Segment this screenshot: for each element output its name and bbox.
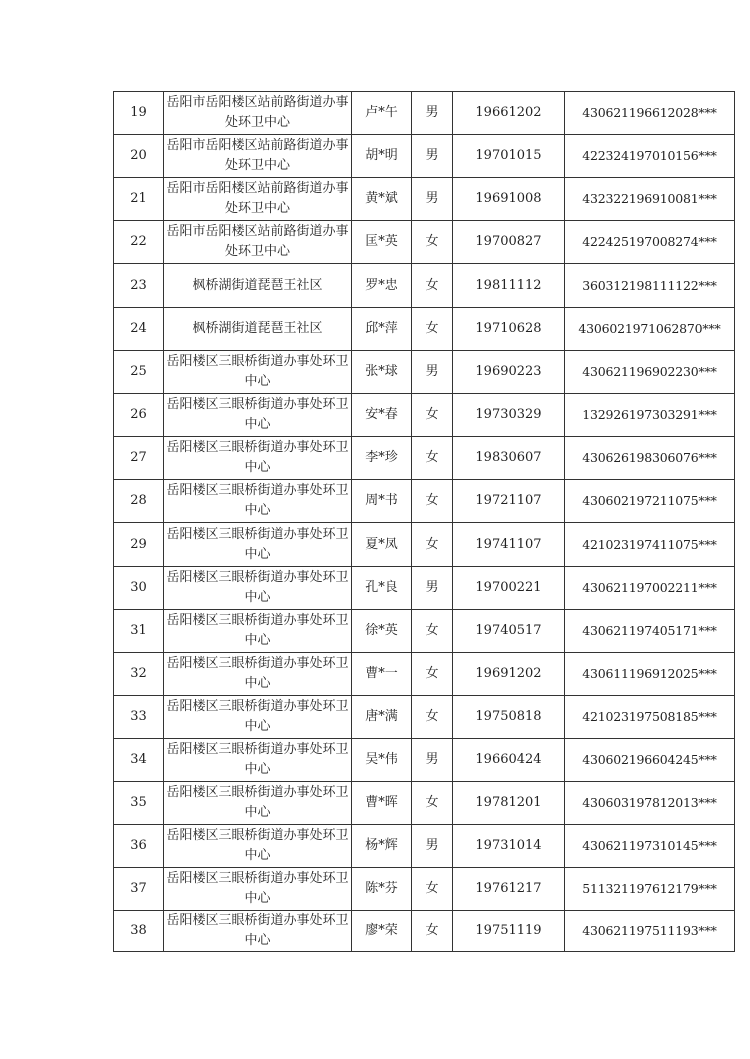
- person-name-cell: 吴*伟: [352, 739, 412, 782]
- row-number-cell: 36: [114, 825, 164, 868]
- work-unit-cell: 岳阳楼区三眼桥街道办事处环卫中心: [164, 825, 352, 868]
- row-number-cell: 32: [114, 653, 164, 696]
- gender-cell: 男: [412, 178, 453, 221]
- birth-date-cell: 19750818: [453, 696, 565, 739]
- table-row: [114, 782, 735, 825]
- work-unit-cell: 岳阳楼区三眼桥街道办事处环卫中心: [164, 653, 352, 696]
- id-number-cell: 430621197002211***: [565, 567, 735, 610]
- id-number-cell: 430602197211075***: [565, 480, 735, 523]
- work-unit-cell: 岳阳楼区三眼桥街道办事处环卫中心: [164, 567, 352, 610]
- gender-cell: 男: [412, 351, 453, 394]
- gender-cell: 女: [412, 610, 453, 653]
- id-number-cell: 430621196612028***: [565, 92, 735, 135]
- roster-table: [113, 91, 735, 952]
- table-row: [114, 696, 735, 739]
- work-unit-cell: 岳阳楼区三眼桥街道办事处环卫中心: [164, 394, 352, 437]
- person-name-cell: 徐*英: [352, 610, 412, 653]
- table-row: [114, 868, 735, 911]
- person-name-cell: 夏*凤: [352, 523, 412, 567]
- person-name-cell: 邱*萍: [352, 308, 412, 351]
- row-number-cell: 19: [114, 92, 164, 135]
- row-number-cell: 34: [114, 739, 164, 782]
- id-number-cell: 421023197411075***: [565, 523, 735, 567]
- table-row: [114, 437, 735, 480]
- person-name-cell: 廖*荣: [352, 911, 412, 952]
- gender-cell: 男: [412, 739, 453, 782]
- id-number-cell: 422324197010156***: [565, 135, 735, 178]
- work-unit-cell: 枫桥湖街道琵琶王社区: [164, 308, 352, 351]
- gender-cell: 男: [412, 92, 453, 135]
- work-unit-cell: 岳阳市岳阳楼区站前路街道办事处环卫中心: [164, 178, 352, 221]
- row-number-cell: 27: [114, 437, 164, 480]
- table-row: [114, 264, 735, 308]
- person-name-cell: 杨*辉: [352, 825, 412, 868]
- row-number-cell: 24: [114, 308, 164, 351]
- table-row: [114, 523, 735, 567]
- gender-cell: 男: [412, 825, 453, 868]
- person-name-cell: 曹*晖: [352, 782, 412, 825]
- gender-cell: 女: [412, 264, 453, 308]
- row-number-cell: 21: [114, 178, 164, 221]
- gender-cell: 女: [412, 868, 453, 911]
- work-unit-cell: 岳阳市岳阳楼区站前路街道办事处环卫中心: [164, 221, 352, 264]
- birth-date-cell: 19721107: [453, 480, 565, 523]
- table-row: [114, 739, 735, 782]
- id-number-cell: 421023197508185***: [565, 696, 735, 739]
- id-number-cell: 430621196902230***: [565, 351, 735, 394]
- gender-cell: 女: [412, 437, 453, 480]
- person-name-cell: 唐*满: [352, 696, 412, 739]
- birth-date-cell: 19710628: [453, 308, 565, 351]
- birth-date-cell: 19740517: [453, 610, 565, 653]
- id-number-cell: 511321197612179***: [565, 868, 735, 911]
- row-number-cell: 26: [114, 394, 164, 437]
- table-row: [114, 825, 735, 868]
- birth-date-cell: 19830607: [453, 437, 565, 480]
- birth-date-cell: 19700827: [453, 221, 565, 264]
- row-number-cell: 37: [114, 868, 164, 911]
- work-unit-cell: 岳阳楼区三眼桥街道办事处环卫中心: [164, 610, 352, 653]
- work-unit-cell: 岳阳市岳阳楼区站前路街道办事处环卫中心: [164, 135, 352, 178]
- table-row: [114, 221, 735, 264]
- id-number-cell: 430621197310145***: [565, 825, 735, 868]
- work-unit-cell: 岳阳楼区三眼桥街道办事处环卫中心: [164, 911, 352, 952]
- table-row: [114, 308, 735, 351]
- table-row: [114, 610, 735, 653]
- gender-cell: 女: [412, 782, 453, 825]
- birth-date-cell: 19741107: [453, 523, 565, 567]
- id-number-cell: 430602196604245***: [565, 739, 735, 782]
- table-row: [114, 394, 735, 437]
- birth-date-cell: 19730329: [453, 394, 565, 437]
- id-number-cell: 430626198306076***: [565, 437, 735, 480]
- gender-cell: 男: [412, 135, 453, 178]
- id-number-cell: 430603197812013***: [565, 782, 735, 825]
- gender-cell: 男: [412, 567, 453, 610]
- birth-date-cell: 19661202: [453, 92, 565, 135]
- person-name-cell: 匡*英: [352, 221, 412, 264]
- row-number-cell: 35: [114, 782, 164, 825]
- id-number-cell: 132926197303291***: [565, 394, 735, 437]
- table-row: [114, 135, 735, 178]
- work-unit-cell: 岳阳楼区三眼桥街道办事处环卫中心: [164, 782, 352, 825]
- work-unit-cell: 岳阳楼区三眼桥街道办事处环卫中心: [164, 437, 352, 480]
- person-name-cell: 黄*斌: [352, 178, 412, 221]
- person-name-cell: 李*珍: [352, 437, 412, 480]
- birth-date-cell: 19691202: [453, 653, 565, 696]
- work-unit-cell: 岳阳楼区三眼桥街道办事处环卫中心: [164, 351, 352, 394]
- id-number-cell: 360312198111122***: [565, 264, 735, 308]
- table-row: [114, 653, 735, 696]
- person-name-cell: 胡*明: [352, 135, 412, 178]
- id-number-cell: 432322196910081***: [565, 178, 735, 221]
- id-number-cell: 430621197405171***: [565, 610, 735, 653]
- row-number-cell: 33: [114, 696, 164, 739]
- birth-date-cell: 19751119: [453, 911, 565, 952]
- id-number-cell: 4306021971062870***: [565, 308, 735, 351]
- person-name-cell: 孔*良: [352, 567, 412, 610]
- gender-cell: 女: [412, 221, 453, 264]
- work-unit-cell: 岳阳楼区三眼桥街道办事处环卫中心: [164, 739, 352, 782]
- birth-date-cell: 19811112: [453, 264, 565, 308]
- person-name-cell: 张*球: [352, 351, 412, 394]
- id-number-cell: 422425197008274***: [565, 221, 735, 264]
- birth-date-cell: 19731014: [453, 825, 565, 868]
- row-number-cell: 38: [114, 911, 164, 952]
- table-row: [114, 567, 735, 610]
- birth-date-cell: 19691008: [453, 178, 565, 221]
- person-name-cell: 卢*午: [352, 92, 412, 135]
- gender-cell: 女: [412, 696, 453, 739]
- table-row: [114, 351, 735, 394]
- row-number-cell: 29: [114, 523, 164, 567]
- row-number-cell: 20: [114, 135, 164, 178]
- table-row: [114, 178, 735, 221]
- row-number-cell: 31: [114, 610, 164, 653]
- person-name-cell: 周*书: [352, 480, 412, 523]
- birth-date-cell: 19660424: [453, 739, 565, 782]
- person-name-cell: 陈*芬: [352, 868, 412, 911]
- row-number-cell: 25: [114, 351, 164, 394]
- row-number-cell: 30: [114, 567, 164, 610]
- table-row: [114, 911, 735, 952]
- id-number-cell: 430621197511193***: [565, 911, 735, 952]
- gender-cell: 女: [412, 911, 453, 952]
- work-unit-cell: 岳阳楼区三眼桥街道办事处环卫中心: [164, 480, 352, 523]
- row-number-cell: 23: [114, 264, 164, 308]
- birth-date-cell: 19700221: [453, 567, 565, 610]
- table-row: [114, 92, 735, 135]
- roster-table-body: [114, 92, 735, 952]
- person-name-cell: 曹*一: [352, 653, 412, 696]
- work-unit-cell: 岳阳市岳阳楼区站前路街道办事处环卫中心: [164, 92, 352, 135]
- work-unit-cell: 枫桥湖街道琵琶王社区: [164, 264, 352, 308]
- id-number-cell: 430611196912025***: [565, 653, 735, 696]
- gender-cell: 女: [412, 480, 453, 523]
- work-unit-cell: 岳阳楼区三眼桥街道办事处环卫中心: [164, 868, 352, 911]
- gender-cell: 女: [412, 523, 453, 567]
- work-unit-cell: 岳阳楼区三眼桥街道办事处环卫中心: [164, 696, 352, 739]
- table-row: [114, 480, 735, 523]
- birth-date-cell: 19781201: [453, 782, 565, 825]
- birth-date-cell: 19701015: [453, 135, 565, 178]
- person-name-cell: 安*春: [352, 394, 412, 437]
- birth-date-cell: 19690223: [453, 351, 565, 394]
- birth-date-cell: 19761217: [453, 868, 565, 911]
- work-unit-cell: 岳阳楼区三眼桥街道办事处环卫中心: [164, 523, 352, 567]
- person-name-cell: 罗*忠: [352, 264, 412, 308]
- gender-cell: 女: [412, 653, 453, 696]
- gender-cell: 女: [412, 394, 453, 437]
- row-number-cell: 28: [114, 480, 164, 523]
- gender-cell: 女: [412, 308, 453, 351]
- row-number-cell: 22: [114, 221, 164, 264]
